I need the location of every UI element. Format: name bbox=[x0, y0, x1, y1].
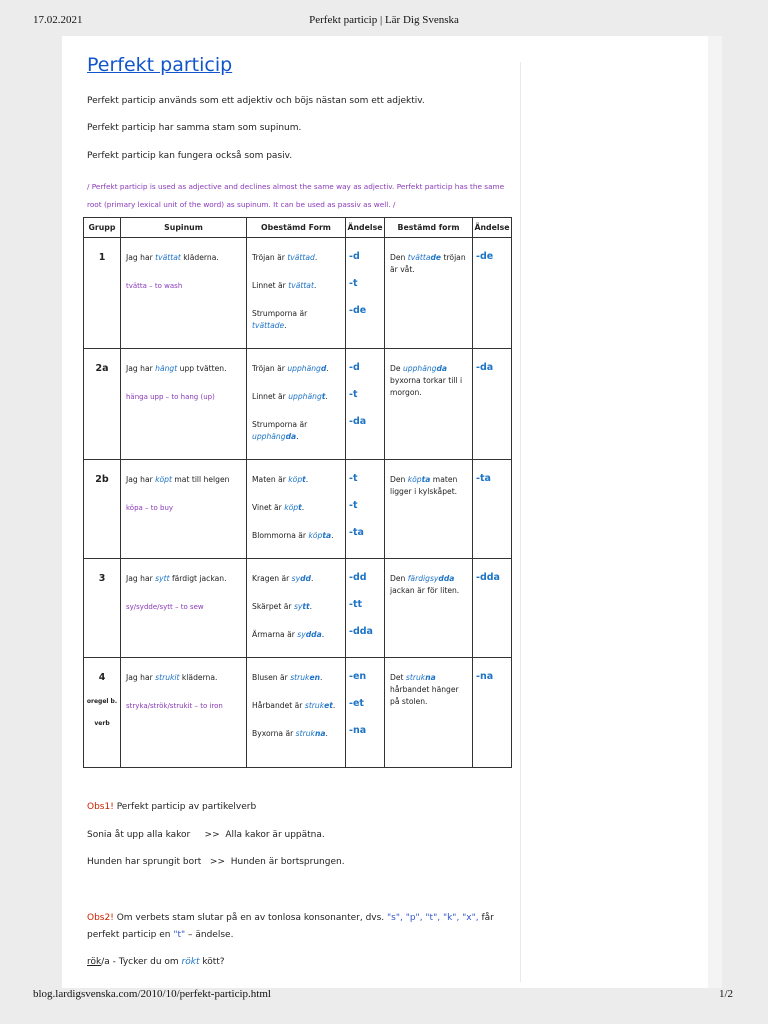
andelse-bestamd-cell bbox=[473, 460, 512, 559]
obs2-label: Obs2! bbox=[87, 913, 114, 923]
table-header-row bbox=[84, 218, 512, 238]
print-footer bbox=[0, 988, 768, 1004]
group-cell bbox=[84, 238, 121, 349]
table-row bbox=[84, 349, 512, 460]
group-note: oregel b. verb bbox=[86, 698, 118, 727]
obs2-example-rest: /a - Tycker du om bbox=[101, 957, 182, 967]
supinum-cell bbox=[121, 658, 247, 768]
ending-label: -da bbox=[476, 362, 494, 373]
group-cell bbox=[84, 349, 121, 460]
verb-translation: köpa – to buy bbox=[126, 504, 174, 512]
obs1-line bbox=[87, 802, 256, 812]
obestamd-sentence: Ärmarna är sydda. bbox=[252, 630, 325, 639]
verb-translation: hänga upp – to hang (up) bbox=[126, 393, 215, 401]
andelse-bestamd-cell bbox=[473, 559, 512, 658]
table-row bbox=[84, 460, 512, 559]
header-bestamd-form: Bestämd form bbox=[385, 218, 473, 238]
ending-label: -dda bbox=[349, 626, 373, 637]
bestamd-cell bbox=[385, 658, 473, 768]
verb-translation: stryka/strök/strukit – to iron bbox=[126, 702, 223, 710]
obs2-example-stem: rök bbox=[87, 957, 102, 967]
ending-label: -de bbox=[349, 305, 367, 316]
obs2-line-2 bbox=[87, 930, 233, 940]
conjugation-table bbox=[83, 217, 512, 768]
ending-label: -de bbox=[476, 251, 494, 262]
group-label: 1 bbox=[98, 252, 106, 263]
obs2-t: "t" bbox=[173, 930, 186, 940]
ending-label: -dda bbox=[476, 572, 500, 583]
verb-translation: tvätta – to wash bbox=[126, 282, 183, 290]
obestamd-sentence: Kragen är sydd. bbox=[252, 574, 314, 583]
obestamd-sentence: Hårbandet är struket. bbox=[252, 701, 336, 710]
supinum-word: köpt bbox=[155, 475, 172, 484]
andelse-cell bbox=[346, 658, 385, 768]
obestamd-cell bbox=[247, 238, 346, 349]
ending-label: -na bbox=[476, 671, 494, 682]
ending-label: -da bbox=[349, 416, 367, 427]
header-obestamd-form: Obestämd Form bbox=[247, 218, 346, 238]
print-title: Perfekt particip | Lär Dig Svenska bbox=[309, 14, 459, 26]
header-supinum: Supinum bbox=[121, 218, 247, 238]
supinum-cell bbox=[121, 559, 247, 658]
ending-label: -ta bbox=[349, 527, 364, 538]
table-row bbox=[84, 658, 512, 768]
andelse-bestamd-cell bbox=[473, 658, 512, 768]
obestamd-sentence: Strumporna är upphängda. bbox=[252, 420, 308, 441]
obestamd-sentence: Linnet är tvättat. bbox=[252, 281, 317, 290]
intro-paragraph-3: Perfekt particip kan fungera också som pasiv. bbox=[87, 151, 293, 161]
andelse-bestamd-cell bbox=[473, 349, 512, 460]
group-cell bbox=[84, 658, 121, 768]
verb-translation: sy/sydde/sytt – to sew bbox=[126, 603, 204, 611]
intro-paragraph-1: Perfekt particip används som ett adjektiv och böjs nästan som ett adjektiv. bbox=[87, 96, 425, 106]
bestamd-sentence: Den tvättade tröjan är våt. bbox=[390, 253, 466, 274]
obestamd-sentence: Tröjan är upphängd. bbox=[252, 364, 329, 373]
supinum-sentence: Jag har sytt färdigt jackan. bbox=[126, 574, 227, 583]
obs1-text: Perfekt particip av partikelverb bbox=[113, 802, 257, 812]
group-cell bbox=[84, 460, 121, 559]
table-row bbox=[84, 238, 512, 349]
header-grupp: Grupp bbox=[84, 218, 121, 238]
page-count: 1/2 bbox=[718, 988, 733, 1000]
ending-label: -ta bbox=[476, 473, 491, 484]
bestamd-cell bbox=[385, 349, 473, 460]
obestamd-sentence: Blommorna är köpta. bbox=[252, 531, 334, 540]
obs2-example-end: kött? bbox=[199, 957, 225, 967]
obestamd-sentence: Blusen är struken. bbox=[252, 673, 323, 682]
supinum-word: hängt bbox=[155, 364, 178, 373]
andelse-cell bbox=[346, 559, 385, 658]
supinum-sentence: Jag har strukit kläderna. bbox=[126, 673, 218, 682]
obs2-line bbox=[87, 913, 494, 923]
obestamd-sentence: Strumporna är tvättade. bbox=[252, 309, 308, 330]
supinum-sentence: Jag har tvättat kläderna. bbox=[126, 253, 219, 262]
table-row bbox=[84, 559, 512, 658]
group-label: 3 bbox=[98, 573, 106, 584]
obestamd-sentence: Linnet är upphängt. bbox=[252, 392, 328, 401]
print-url: blog.lardigsvenska.com/2010/10/perfekt-particip.html bbox=[33, 988, 271, 1000]
obs2-line2a: perfekt particip en bbox=[87, 930, 174, 940]
supinum-word: tvättat bbox=[155, 253, 181, 262]
group-cell bbox=[84, 559, 121, 658]
supinum-word: sytt bbox=[155, 574, 170, 583]
intro-paragraph-2: Perfekt particip har samma stam som supinum. bbox=[87, 123, 302, 133]
obs1-example-1: Sonia åt upp alla kakor >> Alla kakor är uppätna. bbox=[87, 830, 325, 840]
obestamd-sentence: Maten är köpt. bbox=[252, 475, 309, 484]
ending-label: -t bbox=[349, 500, 358, 511]
bestamd-cell bbox=[385, 238, 473, 349]
obs2-text2: får bbox=[478, 913, 494, 923]
obestamd-cell bbox=[247, 559, 346, 658]
bestamd-cell bbox=[385, 460, 473, 559]
ending-label: -t bbox=[349, 389, 358, 400]
ending-label: -dd bbox=[349, 572, 367, 583]
bestamd-sentence: Det strukna hårbandet hänger på stolen. bbox=[390, 673, 459, 706]
andelse-bestamd-cell bbox=[473, 238, 512, 349]
ending-label: -tt bbox=[349, 599, 363, 610]
obestamd-cell bbox=[247, 658, 346, 768]
andelse-cell bbox=[346, 460, 385, 559]
group-label: 2b bbox=[95, 474, 109, 485]
obs1-example-2: Hunden har sprungit bort >> Hunden är bortsprungen. bbox=[87, 857, 345, 867]
ending-label: -d bbox=[349, 251, 360, 262]
obs2-text: Om verbets stam slutar på en av tonlosa konsonanter, dvs. bbox=[113, 913, 388, 923]
ending-label: -t bbox=[349, 473, 358, 484]
obestamd-sentence: Skärpet är sytt. bbox=[252, 602, 313, 611]
supinum-cell bbox=[121, 238, 247, 349]
page-title[interactable]: Perfekt particip bbox=[87, 54, 233, 76]
obs2-example bbox=[87, 957, 225, 967]
obestamd-sentence: Vinet är köpt. bbox=[252, 503, 305, 512]
header-andelse-2: Ändelse bbox=[473, 218, 512, 238]
obs1-label: Obs1! bbox=[87, 802, 114, 812]
page-edge bbox=[708, 36, 722, 988]
bestamd-sentence: Den färdigsydda jackan är för liten. bbox=[390, 574, 460, 595]
header-andelse: Ändelse bbox=[346, 218, 385, 238]
obs2-letters: "s", "p", "t", "k", "x", bbox=[387, 913, 479, 923]
obs2-example-word: rökt bbox=[181, 957, 200, 967]
obestamd-cell bbox=[247, 349, 346, 460]
ending-label: -d bbox=[349, 362, 360, 373]
print-header bbox=[0, 14, 768, 30]
bestamd-sentence: Den köpta maten ligger i kylskåpet. bbox=[390, 475, 458, 496]
print-date: 17.02.2021 bbox=[33, 14, 83, 26]
bestamd-cell bbox=[385, 559, 473, 658]
supinum-sentence: Jag har hängt upp tvätten. bbox=[126, 364, 227, 373]
obestamd-cell bbox=[247, 460, 346, 559]
obestamd-sentence: Tröjan är tvättad. bbox=[252, 253, 318, 262]
ending-label: -et bbox=[349, 698, 364, 709]
supinum-cell bbox=[121, 460, 247, 559]
ending-label: -en bbox=[349, 671, 367, 682]
group-label: 4 bbox=[98, 672, 106, 683]
obs2-line2c: – ändelse. bbox=[185, 930, 234, 940]
ending-label: -na bbox=[349, 725, 367, 736]
bestamd-sentence: De upphängda byxorna torkar till i morgon. bbox=[390, 364, 463, 397]
english-translation: / Perfekt particip is used as adjective and declines almost the same way as adjectiv. Perfekt particip has the same root (primary lexical unit of the word) as supinum. It can be used as passiv as well. / bbox=[87, 182, 505, 209]
supinum-cell bbox=[121, 349, 247, 460]
group-label: 2a bbox=[95, 363, 109, 374]
column-divider bbox=[520, 62, 521, 982]
andelse-cell bbox=[346, 238, 385, 349]
supinum-sentence: Jag har köpt mat till helgen bbox=[126, 475, 230, 484]
andelse-cell bbox=[346, 349, 385, 460]
obestamd-sentence: Byxorna är strukna. bbox=[252, 729, 328, 738]
ending-label: -t bbox=[349, 278, 358, 289]
supinum-word: strukit bbox=[155, 673, 180, 682]
